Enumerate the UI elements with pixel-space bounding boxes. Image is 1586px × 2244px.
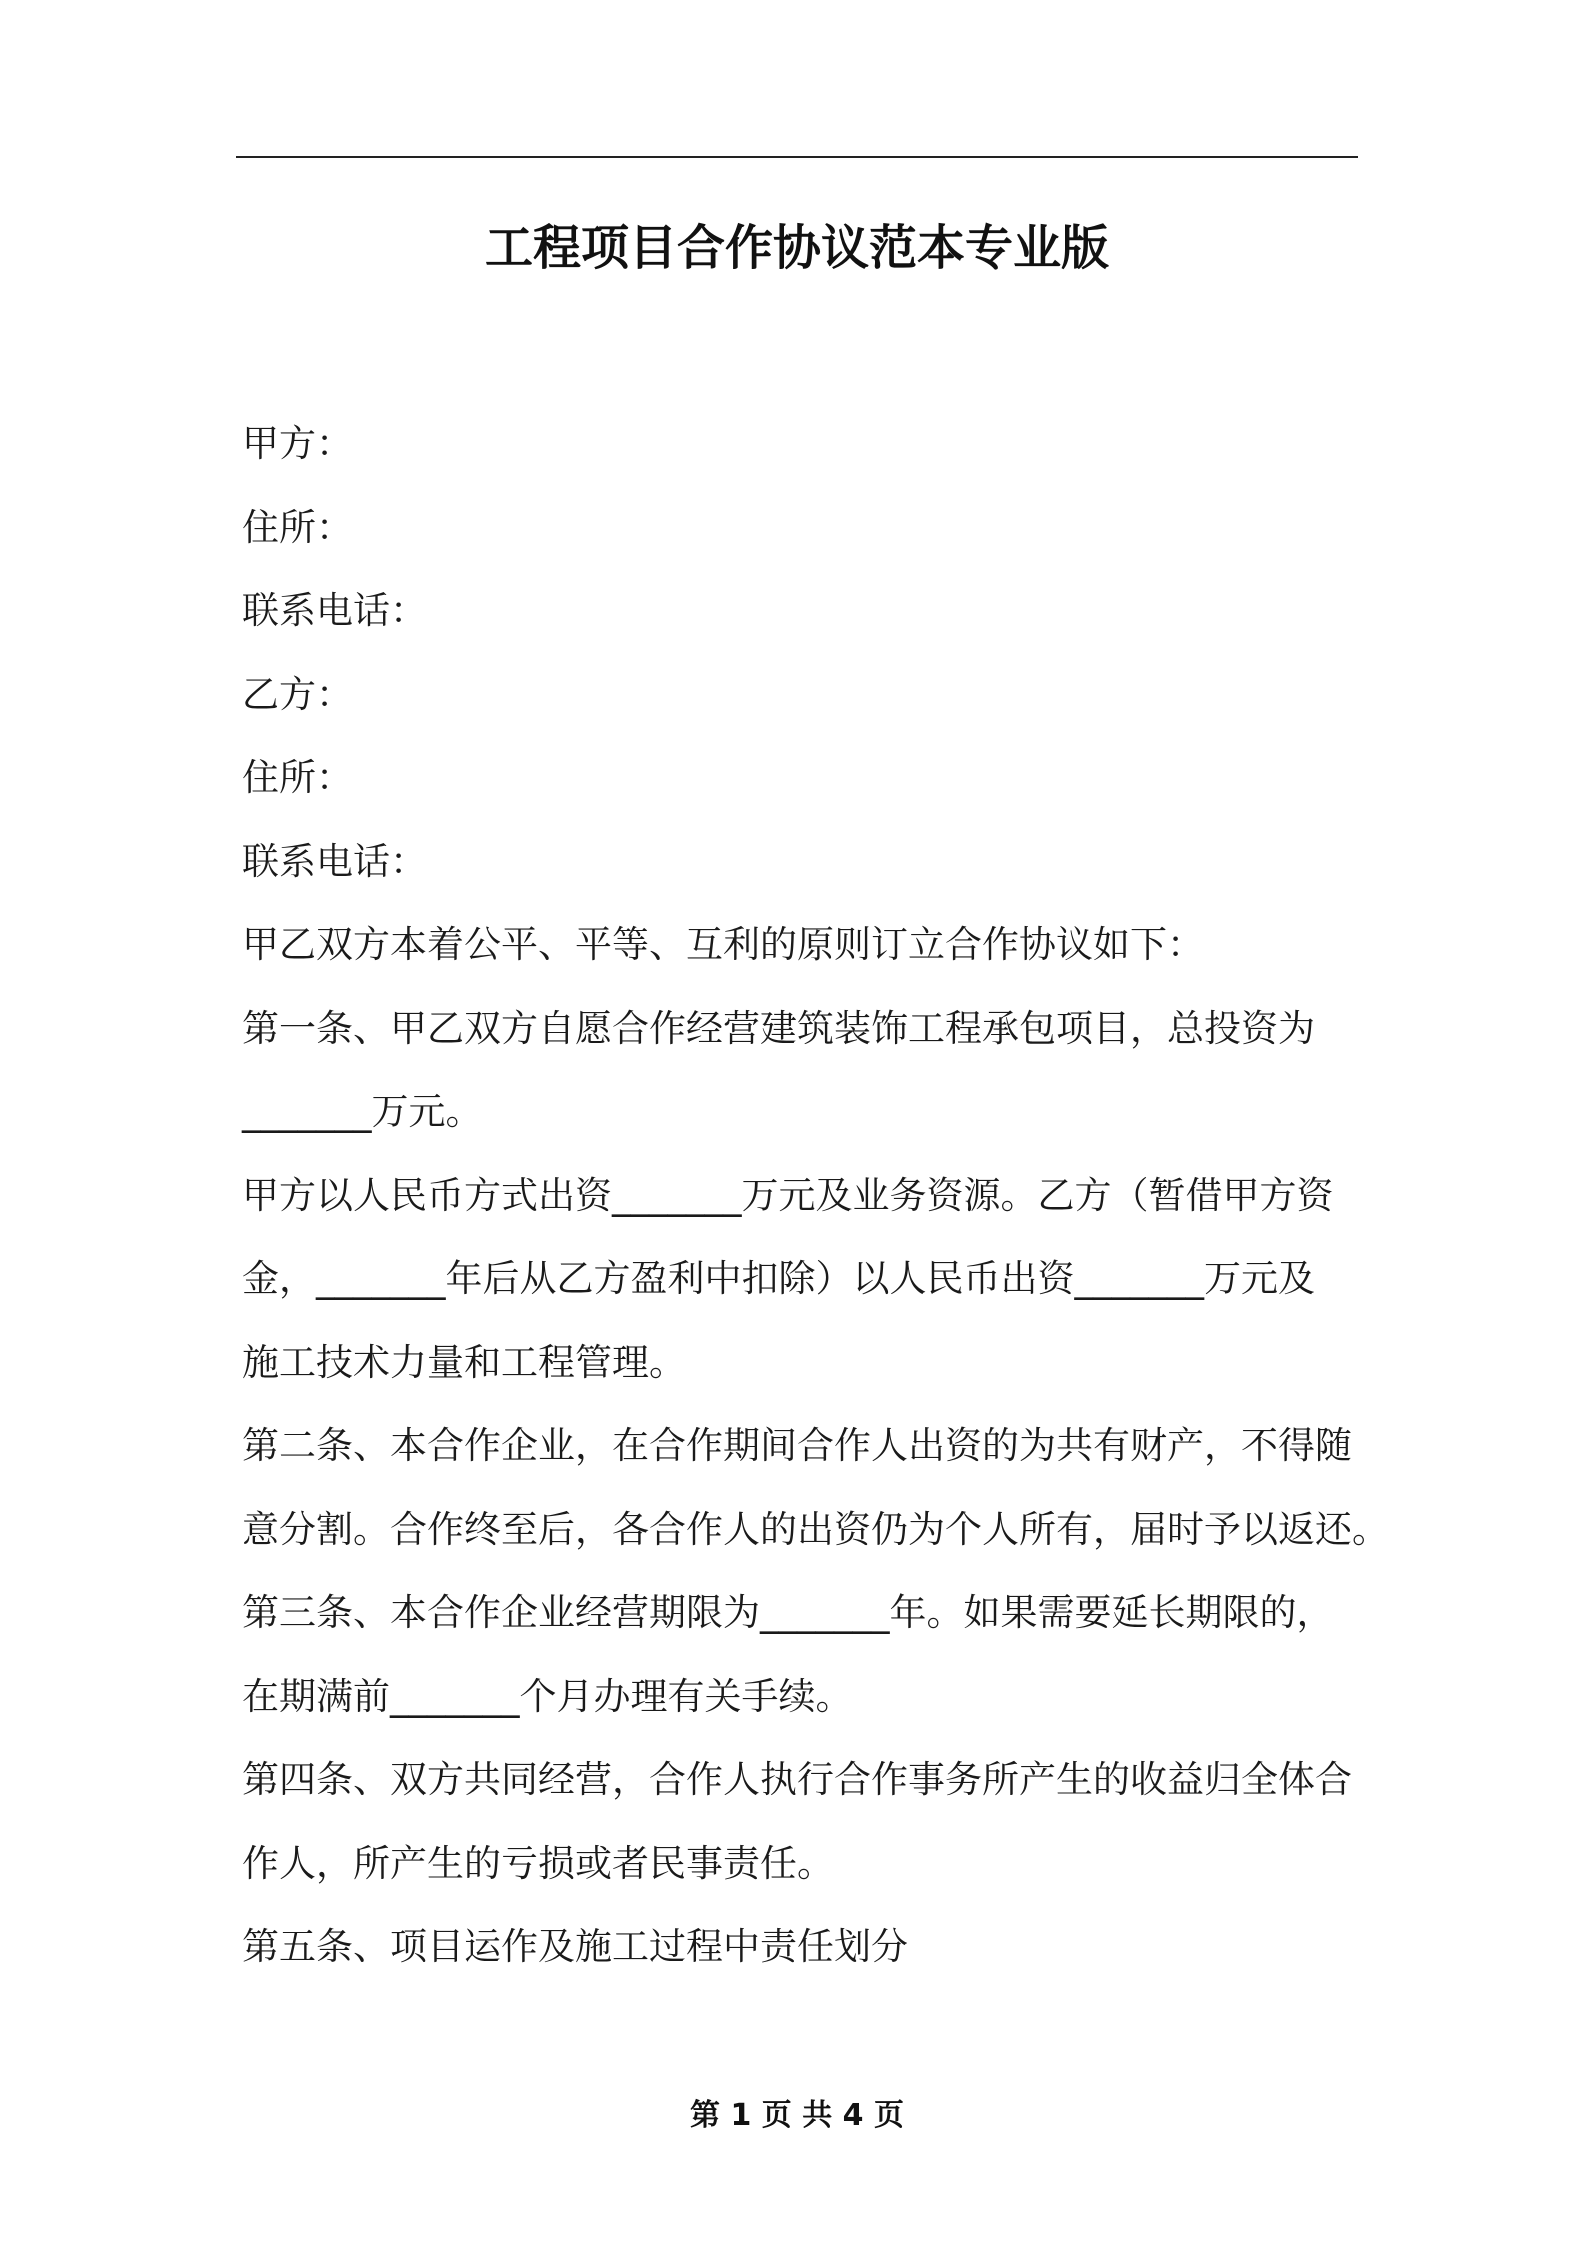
- party-a-phone-label: 联系电话：: [242, 589, 427, 632]
- article-3-line-2: 在期满前_______个月办理有关手续。: [242, 1674, 853, 1718]
- header-rule: [236, 156, 1358, 158]
- article-4-line-2: 作人，所产生的亏损或者民事责任。: [242, 1841, 834, 1885]
- party-a-address-label: 住所：: [242, 505, 353, 549]
- article-5-heading: 第五条、项目运作及施工过程中责任划分: [242, 1925, 908, 1968]
- party-b-phone-label: 联系电话：: [242, 839, 427, 883]
- article-4-line-1: 第四条、双方共同经营，合作人执行合作事务所产生的收益归全体合: [242, 1758, 1352, 1801]
- page-number-footer: 第 1 页 共 4 页: [690, 2098, 904, 2133]
- article-1-line-3: 甲方以人民币方式出资_______万元及业务资源。乙方（暂借甲方资: [242, 1173, 1334, 1217]
- article-1-line-5: 施工技术力量和工程管理。: [242, 1340, 686, 1384]
- article-2-line-2: 意分割。合作终至后，各合作人的出资仍为个人所有，届时予以返还。: [242, 1507, 1389, 1551]
- article-1-line-1: 第一条、甲乙双方自愿合作经营建筑装饰工程承包项目，总投资为: [242, 1006, 1315, 1050]
- article-2-line-1: 第二条、本合作企业，在合作期间合作人出资的为共有财产，不得随: [242, 1424, 1352, 1467]
- document-title: 工程项目合作协议范本专业版: [484, 220, 1109, 276]
- document-body: [242, 402, 1389, 1989]
- party-b-address-label: 住所：: [242, 756, 353, 799]
- article-3-line-1: 第三条、本合作企业经营期限为_______年。如果需要延长期限的，: [242, 1591, 1334, 1634]
- party-a-label: 甲方：: [242, 422, 353, 465]
- article-1-line-2: _______万元。: [242, 1090, 483, 1133]
- party-b-label: 乙方：: [242, 672, 353, 716]
- article-1-line-4: 金，_______年后从乙方盈利中扣除）以人民币出资_______万元及: [242, 1257, 1315, 1300]
- preamble-text: 甲乙双方本着公平、平等、互利的原则订立合作协议如下：: [242, 923, 1204, 966]
